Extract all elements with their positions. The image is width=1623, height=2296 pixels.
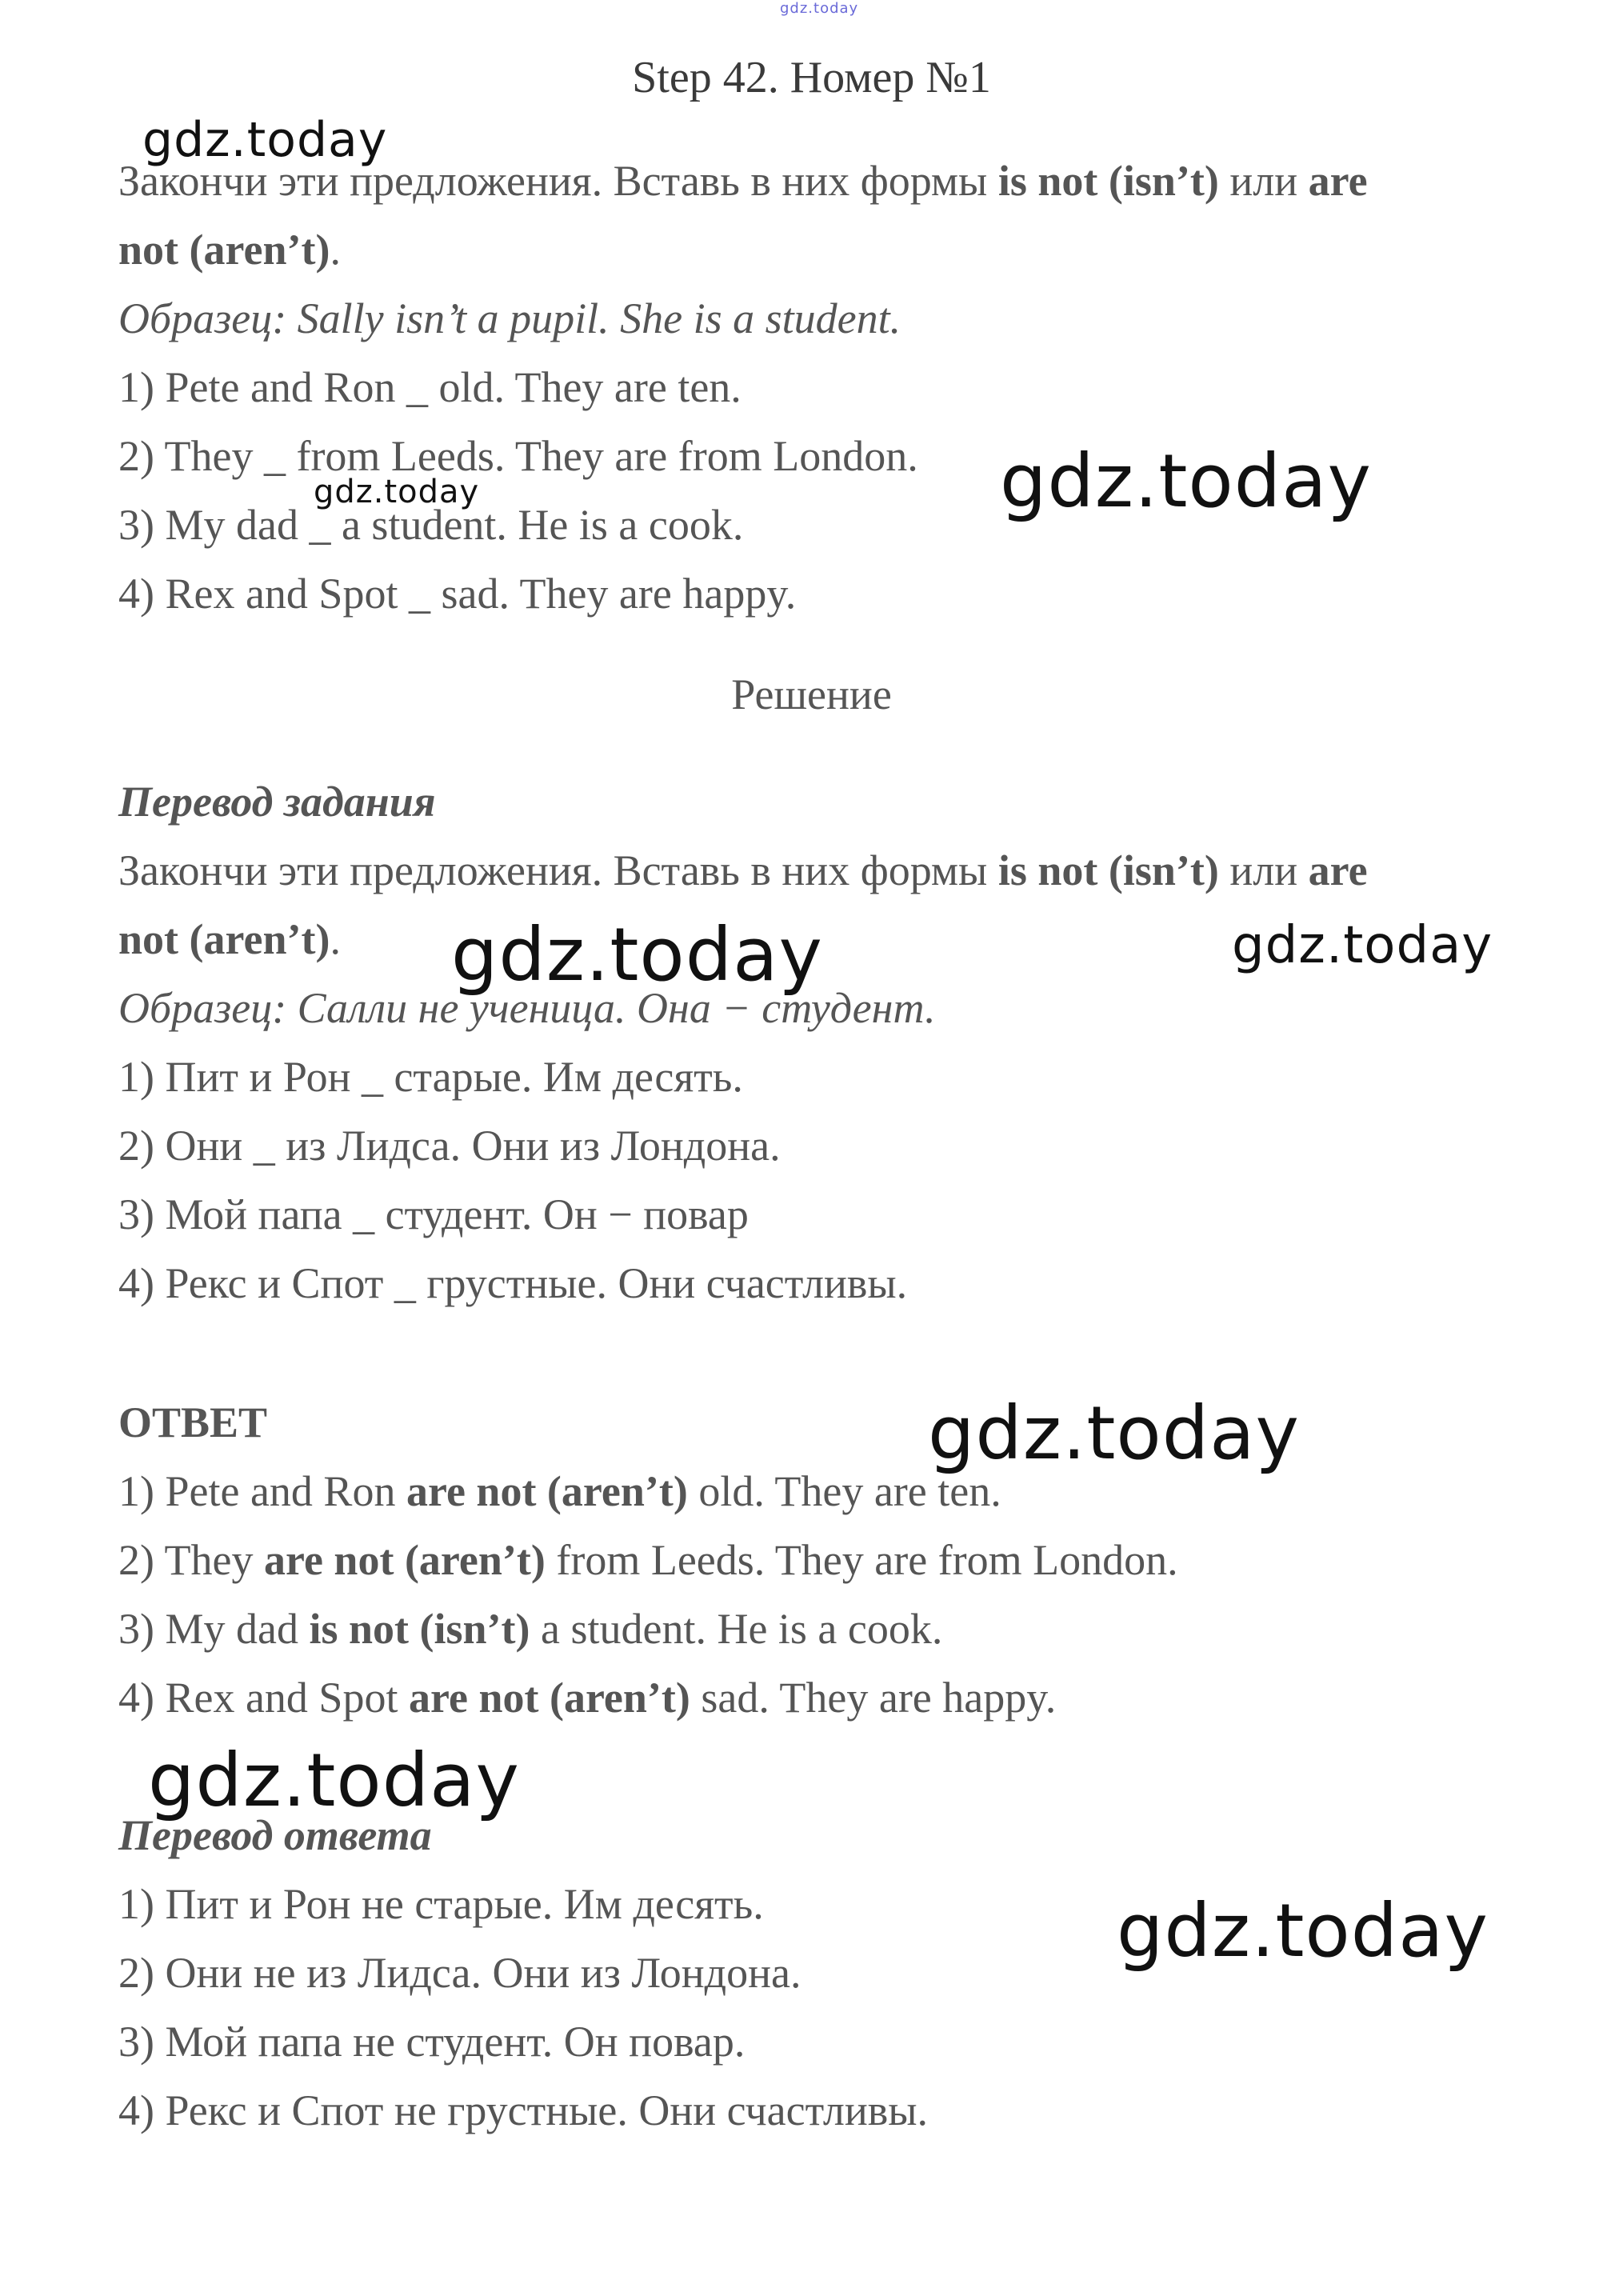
task-instruction-dot: . <box>330 226 341 274</box>
task-example: Образец: Sally isn’t a pupil. She is a student. <box>118 294 901 342</box>
answer-item-1-post: old. They are ten. <box>687 1467 1001 1515</box>
answer-item-3-fill: is not (isn’t) <box>309 1605 530 1653</box>
answer-item-2 <box>118 1534 1178 1586</box>
translation-item-2: 2) Они _ из Лидса. Они из Лондона. <box>118 1122 781 1170</box>
translation-item-1: 1) Пит и Рон _ старые. Им десять. <box>118 1053 743 1101</box>
translation-instruction-dot: . <box>330 915 341 963</box>
answer-translation-item-4: 4) Рекс и Спот не грустные. Они счастливы. <box>118 2086 928 2134</box>
answer-header: ОТВЕТ <box>118 1398 268 1446</box>
answer-translation-item-2: 2) Они не из Лидса. Они из Лондона. <box>118 1949 802 1997</box>
task-instruction-are: are <box>1308 157 1368 205</box>
translation-instruction-arent: not (aren’t) <box>118 915 330 963</box>
answer-item-3 <box>118 1603 942 1654</box>
watermark-4: gdz.today <box>451 912 823 998</box>
task-instruction-or: или <box>1218 157 1309 205</box>
task-item-3: 3) My dad _ a student. He is a cook. <box>118 501 744 549</box>
task-item-1: 1) Pete and Ron _ old. They are ten. <box>118 363 742 411</box>
solution-label: Решение <box>731 670 892 718</box>
watermark-top: gdz.today <box>780 0 859 17</box>
task-instruction-isnt: is not (isn’t) <box>997 157 1219 205</box>
watermark-8: gdz.today <box>1117 1888 1489 1974</box>
task-instruction-text: Закончи эти предложения. Вставь в них формы <box>118 157 998 205</box>
answer-item-4-post: sad. They are happy. <box>690 1674 1057 1722</box>
watermark-7: gdz.today <box>148 1738 520 1823</box>
watermark-1: gdz.today <box>142 112 388 168</box>
watermark-6: gdz.today <box>928 1390 1300 1476</box>
task-instruction-line2 <box>118 224 341 275</box>
watermark-2: gdz.today <box>1000 438 1372 524</box>
answer-item-2-pre: 2) They <box>118 1536 264 1584</box>
task-item-4: 4) Rex and Spot _ sad. They are happy. <box>118 570 797 618</box>
translation-instruction-isnt: is not (isn’t) <box>997 846 1219 894</box>
translation-item-3: 3) Мой папа _ студент. Он − повар <box>118 1190 749 1238</box>
translation-instruction-text: Закончи эти предложения. Вставь в них формы <box>118 846 998 894</box>
answer-translation-item-1: 1) Пит и Рон не старые. Им десять. <box>118 1880 764 1928</box>
answer-item-3-pre: 3) My dad <box>118 1605 310 1653</box>
translation-instruction-or: или <box>1218 846 1309 894</box>
translation-instruction-line2 <box>118 914 341 965</box>
answer-item-1 <box>118 1466 1001 1517</box>
page-title: Step 42. Номер №1 <box>632 53 991 102</box>
task-instruction-line1 <box>118 155 1368 206</box>
answer-item-2-fill: are not (aren’t) <box>263 1536 546 1584</box>
task-item-2: 2) They _ from Leeds. They are from London. <box>118 432 918 480</box>
watermark-3: gdz.today <box>314 474 480 510</box>
translation-item-4: 4) Рекс и Спот _ грустные. Они счастливы. <box>118 1259 908 1307</box>
answer-translation-item-3: 3) Мой папа не студент. Он повар. <box>118 2018 746 2066</box>
watermark-5: gdz.today <box>1232 916 1493 975</box>
answer-translation-header: Перевод ответа <box>118 1811 432 1859</box>
translation-instruction-line1 <box>118 845 1368 896</box>
answer-item-4 <box>118 1672 1056 1723</box>
answer-item-2-post: from Leeds. They are from London. <box>545 1536 1178 1584</box>
answer-item-1-fill: are not (aren’t) <box>406 1467 688 1515</box>
translation-instruction-are: are <box>1308 846 1368 894</box>
translation-example: Образец: Салли не ученица. Она − студент. <box>118 984 936 1032</box>
answer-item-4-pre: 4) Rex and Spot <box>118 1674 409 1722</box>
answer-item-4-fill: are not (aren’t) <box>408 1674 690 1722</box>
task-instruction-arent: not (aren’t) <box>118 226 330 274</box>
answer-item-3-post: a student. He is a cook. <box>530 1605 943 1653</box>
translation-header: Перевод задания <box>118 778 436 826</box>
answer-item-1-pre: 1) Pete and Ron <box>118 1467 406 1515</box>
